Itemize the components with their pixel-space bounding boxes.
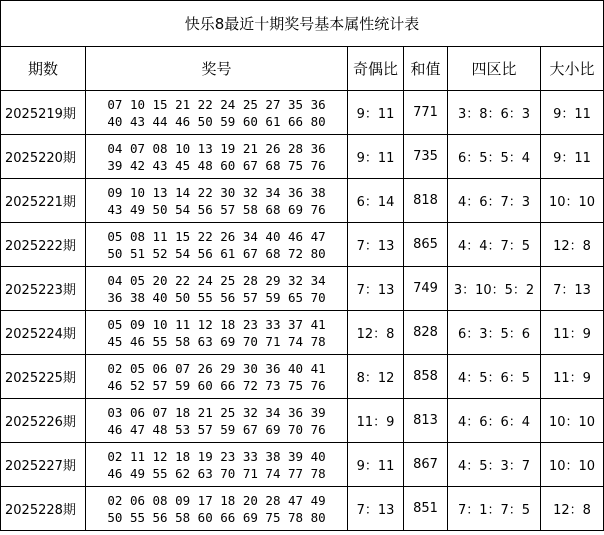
numbers-cell [86, 355, 348, 399]
header-sum: 和值 [404, 47, 448, 91]
table-row [1, 355, 604, 399]
table-row [1, 267, 604, 311]
table-row [1, 179, 604, 223]
numbers-cell [86, 399, 348, 443]
issue-cell: 2025227期 [1, 443, 86, 487]
zone-ratio-cell: 4：4：7：5 [448, 223, 541, 267]
table-row [1, 311, 604, 355]
zone-ratio-cell: 6：5：5：4 [448, 135, 541, 179]
issue-cell: 2025219期 [1, 91, 86, 135]
sum-cell: 813 [404, 399, 448, 443]
table-row [1, 223, 604, 267]
numbers-line-2: 36 38 40 50 55 56 57 59 65 70 [107, 289, 326, 305]
issue-cell: 2025222期 [1, 223, 86, 267]
numbers-line-1: 02 05 06 07 26 29 30 36 40 41 [107, 360, 326, 376]
zone-ratio-cell: 4：5：6：5 [448, 355, 541, 399]
numbers-line-1: 03 06 07 18 21 25 32 34 36 39 [107, 404, 326, 420]
numbers-line-1: 04 05 20 22 24 25 28 29 32 34 [107, 272, 326, 288]
issue-cell: 2025226期 [1, 399, 86, 443]
numbers-line-1: 04 07 08 10 13 19 21 26 28 36 [107, 140, 326, 156]
zone-ratio-cell: 4：6：7：3 [448, 179, 541, 223]
sum-cell: 735 [404, 135, 448, 179]
numbers-cell [86, 311, 348, 355]
issue-cell: 2025221期 [1, 179, 86, 223]
zone-ratio-cell: 3：10：5：2 [448, 267, 541, 311]
sum-cell: 828 [404, 311, 448, 355]
big-small-cell: 10：10 [541, 179, 604, 223]
odd-even-cell: 11：9 [348, 399, 404, 443]
odd-even-cell: 9：11 [348, 443, 404, 487]
table-row [1, 487, 604, 531]
numbers-line-1: 09 10 13 14 22 30 32 34 36 38 [107, 184, 326, 200]
header-issue: 期数 [1, 47, 86, 91]
numbers-line-2: 45 46 55 58 63 69 70 71 74 78 [107, 333, 326, 349]
numbers-cell [86, 91, 348, 135]
header-numbers: 奖号 [86, 47, 348, 91]
big-small-cell: 9：11 [541, 91, 604, 135]
sum-cell: 858 [404, 355, 448, 399]
numbers-line-2: 46 49 55 62 63 70 71 74 77 78 [107, 465, 326, 481]
numbers-cell [86, 487, 348, 531]
table-row [1, 443, 604, 487]
big-small-cell: 11：9 [541, 311, 604, 355]
issue-cell: 2025225期 [1, 355, 86, 399]
zone-ratio-cell: 3：8：6：3 [448, 91, 541, 135]
big-small-cell: 9：11 [541, 135, 604, 179]
odd-even-cell: 9：11 [348, 135, 404, 179]
big-small-cell: 12：8 [541, 487, 604, 531]
big-small-cell: 12：8 [541, 223, 604, 267]
numbers-line-1: 05 09 10 11 12 18 23 33 37 41 [107, 316, 326, 332]
big-small-cell: 11：9 [541, 355, 604, 399]
table-row [1, 135, 604, 179]
numbers-line-1: 05 08 11 15 22 26 34 40 46 47 [107, 228, 326, 244]
sum-cell: 867 [404, 443, 448, 487]
numbers-line-2: 46 52 57 59 60 66 72 73 75 76 [107, 377, 326, 393]
odd-even-cell: 7：13 [348, 487, 404, 531]
odd-even-cell: 8：12 [348, 355, 404, 399]
issue-cell: 2025220期 [1, 135, 86, 179]
big-small-cell: 10：10 [541, 399, 604, 443]
numbers-cell [86, 223, 348, 267]
numbers-cell [86, 135, 348, 179]
odd-even-cell: 6：14 [348, 179, 404, 223]
numbers-line-1: 07 10 15 21 22 24 25 27 35 36 [107, 96, 326, 112]
table-title: 快乐8最近十期奖号基本属性统计表 [1, 1, 604, 47]
big-small-cell: 7：13 [541, 267, 604, 311]
sum-cell: 818 [404, 179, 448, 223]
numbers-cell [86, 443, 348, 487]
odd-even-cell: 12：8 [348, 311, 404, 355]
issue-cell: 2025223期 [1, 267, 86, 311]
numbers-line-2: 43 49 50 54 56 57 58 68 69 76 [107, 201, 326, 217]
zone-ratio-cell: 4：5：3：7 [448, 443, 541, 487]
odd-even-cell: 7：13 [348, 223, 404, 267]
sum-cell: 865 [404, 223, 448, 267]
zone-ratio-cell: 6：3：5：6 [448, 311, 541, 355]
big-small-cell: 10：10 [541, 443, 604, 487]
numbers-line-1: 02 11 12 18 19 23 33 38 39 40 [107, 448, 326, 464]
numbers-line-1: 02 06 08 09 17 18 20 28 47 49 [107, 492, 326, 508]
odd-even-cell: 9：11 [348, 91, 404, 135]
numbers-line-2: 50 51 52 54 56 61 67 68 72 80 [107, 245, 326, 261]
sum-cell: 851 [404, 487, 448, 531]
numbers-cell [86, 267, 348, 311]
header-odd-even: 奇偶比 [348, 47, 404, 91]
zone-ratio-cell: 7：1：7：5 [448, 487, 541, 531]
header-zone-ratio: 四区比 [448, 47, 541, 91]
table-row [1, 399, 604, 443]
sum-cell: 749 [404, 267, 448, 311]
numbers-line-2: 39 42 43 45 48 60 67 68 75 76 [107, 157, 326, 173]
issue-cell: 2025228期 [1, 487, 86, 531]
odd-even-cell: 7：13 [348, 267, 404, 311]
numbers-line-2: 46 47 48 53 57 59 67 69 70 76 [107, 421, 326, 437]
zone-ratio-cell: 4：6：6：4 [448, 399, 541, 443]
numbers-line-2: 50 55 56 58 60 66 69 75 78 80 [107, 509, 326, 525]
header-big-small: 大小比 [541, 47, 604, 91]
numbers-cell [86, 179, 348, 223]
numbers-line-2: 40 43 44 46 50 59 60 61 66 80 [107, 113, 326, 129]
issue-cell: 2025224期 [1, 311, 86, 355]
sum-cell: 771 [404, 91, 448, 135]
table-row [1, 91, 604, 135]
